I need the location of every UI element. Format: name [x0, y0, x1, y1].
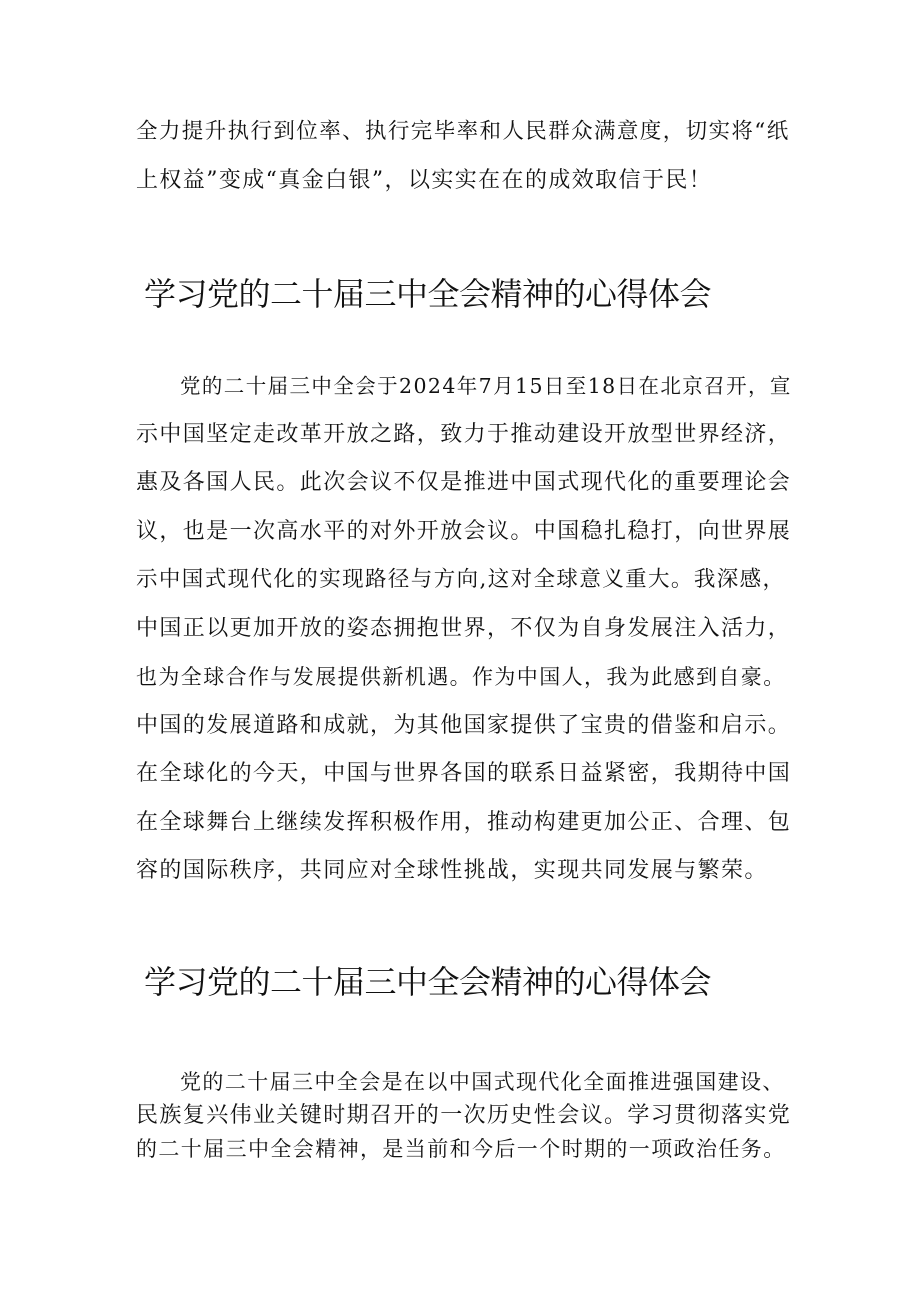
section-2-line-3: 的二十届三中全会精神，是当前和今后一个时期的一项政治任务。 [136, 1137, 786, 1161]
intro-line-2: 上权益”变成“真金白银”，以实实在在的成效取信于民！ [136, 168, 713, 193]
section-1-line-2: 示中国坚定走改革开放之路，致力于推动建设开放型世界经济， [136, 422, 792, 447]
section-2-heading: 学习党的二十届三中全会精神的心得体会 [144, 963, 712, 1001]
section-1-line-10: 在全球舞台上继续发挥积极作用，推动构建更加公正、合理、包 [136, 810, 792, 835]
section-1-line-11: 容的国际秩序，共同应对全球性挑战，实现共同发展与繁荣。 [136, 858, 768, 883]
section-1-line-7: 也为全球合作与发展提供新机遇。作为中国人，我为此感到自豪。 [136, 665, 786, 689]
section-1-line-5: 示中国式现代化的实现路径与方向,这对全球意义重大。我深感， [136, 567, 786, 592]
section-1-line-1: 党的二十届三中全会于2024年7月15日至18日在北京召开，宣 [180, 374, 792, 398]
section-1-line-3: 惠及各国人民。此次会议不仅是推进中国式现代化的重要理论会 [136, 470, 792, 495]
section-2-line-2: 民族复兴伟业关键时期召开的一次历史性会议。学习贯彻落实党 [136, 1103, 792, 1128]
section-1-heading: 学习党的二十届三中全会精神的心得体会 [144, 275, 712, 313]
section-1-line-4: 议，也是一次高水平的对外开放会议。中国稳扎稳打，向世界展 [136, 519, 792, 544]
section-1-line-6: 中国正以更加开放的姿态拥抱世界，不仅为自身发展注入活力， [136, 616, 792, 641]
section-1-line-8: 中国的发展道路和成就，为其他国家提供了宝贵的借鉴和启示。 [136, 713, 792, 738]
section-2-line-1: 党的二十届三中全会是在以中国式现代化全面推进强国建设、 [180, 1070, 785, 1094]
section-1-line-9: 在全球化的今天，中国与世界各国的联系日益紧密，我期待中国 [136, 761, 792, 786]
intro-line-1: 全力提升执行到位率、执行完毕率和人民群众满意度，切实将“纸 [136, 119, 790, 144]
